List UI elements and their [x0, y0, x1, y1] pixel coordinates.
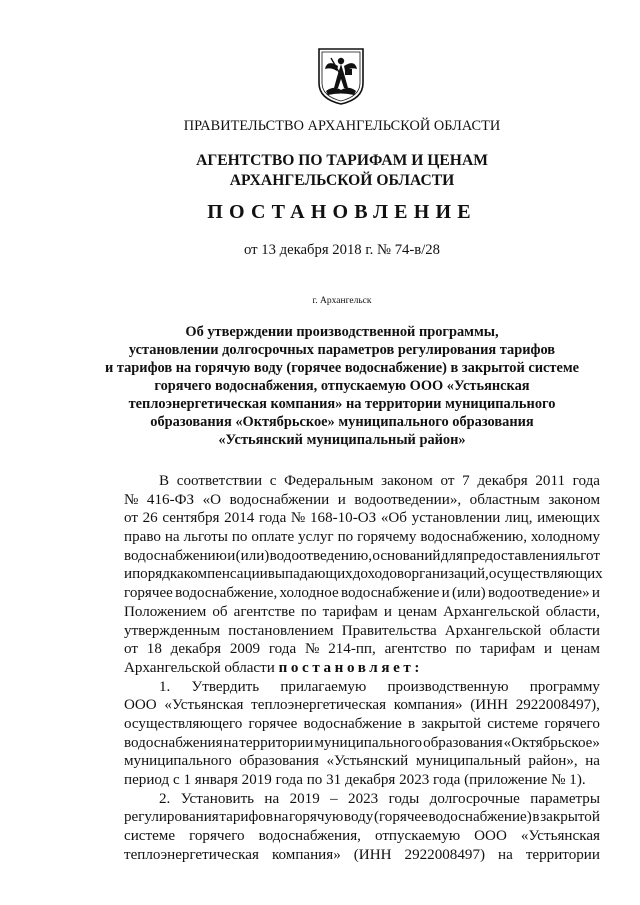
word: в [408, 715, 416, 732]
word: Утвердить [191, 678, 260, 695]
arkhangelsk-coat-of-arms-icon [316, 47, 366, 105]
word: территории [239, 734, 314, 751]
resolves-word: постановляет: [278, 659, 424, 676]
word: оснований [372, 547, 441, 564]
word: закрытой [421, 715, 482, 732]
word: 2922008497) [404, 846, 486, 863]
word: «Устьянская [164, 697, 244, 714]
body-line [124, 678, 600, 697]
document-date-number: от 13 декабря 2018 г. № 74-в/28 [244, 242, 440, 258]
word: (ИНН [353, 846, 392, 863]
word: (горячее [373, 809, 428, 826]
word: по [300, 603, 317, 620]
body-line [124, 846, 600, 865]
word: ООО [124, 697, 157, 714]
word: 2019 [289, 790, 320, 807]
word: года [258, 510, 287, 527]
word: в [532, 809, 540, 826]
word: 18 [146, 641, 162, 658]
title-line: горячего водоснабжения, отпускаемую ООО «Устьянская [154, 378, 530, 394]
word: компенсации [183, 566, 268, 583]
word: и [337, 491, 346, 508]
item-1-last-text: период с 1 января 2019 года по 31 декабря 2023 года (приложение № 1). [124, 772, 586, 788]
word: от [124, 510, 138, 527]
body-line [124, 547, 600, 566]
word: (или) [451, 585, 486, 602]
word: Федеральным [284, 473, 374, 489]
document-type: ПОСТАНОВЛЕНИЕ [207, 201, 477, 223]
word: декабря [170, 641, 222, 658]
body-line [124, 808, 600, 827]
word: на [164, 529, 180, 546]
intro-last-text: Архангельской области [124, 659, 279, 676]
word: район», [528, 753, 578, 770]
word: и [383, 603, 392, 620]
word: года [268, 641, 297, 658]
word: для [440, 547, 463, 564]
word: 2014 [224, 510, 255, 527]
word: ценам [397, 603, 438, 620]
word: Положением [124, 603, 207, 620]
word: 2011 [535, 473, 565, 489]
word: системе [487, 715, 539, 732]
word: горячее [248, 715, 298, 732]
word: тарифов [219, 809, 273, 826]
word: образования [423, 734, 503, 751]
word: порядка [132, 566, 184, 583]
word: отпускаемую [374, 828, 461, 845]
word: предоставления [463, 547, 566, 564]
word: на [264, 790, 280, 807]
word: на [585, 753, 600, 770]
intro-paragraph [124, 472, 603, 659]
word: по [337, 529, 354, 546]
word: на [273, 809, 289, 826]
document-city: г. Архангельск [312, 296, 372, 306]
word: горячему [357, 529, 417, 546]
word: Архангельской [443, 603, 540, 620]
word: 7 [462, 473, 470, 489]
word: области, [545, 603, 600, 620]
word: компания» [393, 697, 463, 714]
word: водоснабжения [124, 734, 223, 751]
word: «Устьянская [520, 828, 600, 845]
intro-last-line [124, 659, 600, 678]
word: и [441, 585, 450, 602]
word: 2023 [348, 790, 379, 807]
word: тарифам [322, 603, 378, 620]
word: на [223, 734, 239, 751]
word: Правительства [341, 622, 437, 639]
word: 416-ФЗ [146, 491, 195, 508]
word: 2009 [229, 641, 261, 658]
body-line [124, 528, 600, 547]
word: водоснабжение [340, 585, 440, 602]
body-line [124, 584, 600, 603]
body-line [124, 509, 600, 528]
word: водоснабжении [229, 491, 330, 508]
item-1-paragraph [124, 678, 600, 771]
body-line [124, 752, 600, 771]
word: и [227, 547, 236, 564]
agency-name-line: АГЕНТСТВО ПО ТАРИФАМ И ЦЕНАМ [196, 152, 488, 169]
word: «Устьянский [326, 753, 409, 770]
word: водоснабжению [124, 547, 227, 564]
word: прилагаемую [280, 678, 367, 695]
government-name: ПРАВИТЕЛЬСТВО АРХАНГЕЛЬСКОЙ ОБЛАСТИ [183, 118, 501, 134]
word: областным [469, 491, 540, 508]
word: муниципальный [415, 753, 521, 770]
word: № [124, 491, 139, 508]
word: области [549, 622, 600, 639]
word: закрытой [540, 809, 600, 826]
word: доходов [352, 566, 404, 583]
body-line [124, 827, 600, 846]
word: ООО [474, 828, 507, 845]
word: муниципального [314, 734, 423, 751]
body-line [124, 734, 600, 753]
body-line [124, 715, 600, 734]
word: Установить [180, 790, 255, 807]
word: системе [124, 828, 176, 845]
body-line [124, 565, 603, 584]
word: горячую [289, 809, 344, 826]
word: «О [202, 491, 222, 508]
word: организаций, [404, 566, 489, 583]
word: годы [388, 790, 420, 807]
title-line: установлении долгосрочных параметров регулирования тарифов [128, 342, 556, 358]
word: водоотведение» [488, 585, 590, 602]
title-line: «Устьянский муниципальный район» [218, 432, 466, 448]
word: водоснабжению, [420, 529, 527, 546]
document-body [124, 472, 603, 864]
word: право [124, 529, 161, 546]
word: по [455, 641, 472, 658]
title-line: теплоэнергетическая компания» на территории муниципального [128, 396, 556, 412]
word: – [330, 790, 338, 807]
word: осуществляющего [124, 715, 243, 732]
body-line [124, 640, 600, 659]
body-line [124, 472, 600, 491]
word: и [124, 566, 133, 583]
word: водоотведении», [354, 491, 462, 508]
word: от [440, 473, 455, 489]
word: регулирования [124, 809, 219, 826]
word: 1. [159, 678, 171, 695]
word: муниципального [124, 753, 232, 770]
word: осуществляющих [488, 566, 603, 583]
word: оплате [251, 529, 295, 546]
word: программу [529, 678, 600, 695]
word: воду [343, 809, 374, 826]
item-1-last-line [124, 771, 600, 790]
word: теплоэнергетическая [251, 697, 387, 714]
word: агентстве [233, 603, 295, 620]
word: ценам [560, 641, 600, 658]
item-2-paragraph [124, 790, 600, 865]
word: соответствии [176, 473, 263, 489]
word: льготы [183, 529, 228, 546]
word: горячее [124, 585, 173, 602]
body-line [124, 622, 600, 641]
word: водоснабжение) [428, 809, 532, 826]
word: параметры [530, 790, 600, 807]
word: постановлением [228, 622, 334, 639]
word: холодному [530, 529, 600, 546]
word: декабря [477, 473, 528, 489]
body-line [124, 491, 600, 510]
word: имеющих [537, 510, 600, 527]
word: № [290, 510, 306, 527]
word: долгосрочные [429, 790, 520, 807]
word: услуг [298, 529, 334, 546]
word: «Октябрьское» [503, 734, 600, 751]
word: от [124, 641, 138, 658]
word: водоснабжение [303, 715, 402, 732]
word: законом [548, 491, 600, 508]
word: горячего [189, 828, 245, 845]
word: сентября [162, 510, 220, 527]
word: на [498, 846, 513, 863]
word: утвержденным [124, 622, 221, 639]
word: 26 [142, 510, 158, 527]
word: с [269, 473, 277, 489]
word: года [572, 473, 600, 489]
word: агентство [384, 641, 447, 658]
word: территории [525, 846, 600, 863]
word: «Об [380, 510, 407, 527]
agency-name-line: АРХАНГЕЛЬСКОЙ ОБЛАСТИ [229, 172, 455, 189]
word: горячего [544, 715, 600, 732]
word: производственную [387, 678, 509, 695]
word: 2. [159, 790, 171, 807]
title-line: Об утверждении производственной программы, [185, 324, 499, 340]
word: водоотведению, [269, 547, 373, 564]
word: льгот [565, 547, 600, 564]
word: и [591, 585, 600, 602]
word: об [212, 603, 228, 620]
word: образования [239, 753, 319, 770]
body-line [124, 790, 600, 809]
word: 214-пп, [328, 641, 376, 658]
title-line: образования «Октябрьское» муниципального образования [150, 414, 534, 430]
body-line [124, 696, 600, 715]
word: холодное [279, 585, 339, 602]
word: Архангельской [444, 622, 542, 639]
word: № [304, 641, 320, 658]
word: (или) [235, 547, 270, 564]
word: и [543, 641, 553, 658]
word: установлении [411, 510, 501, 527]
document-title [0, 323, 640, 449]
word: компания» [271, 846, 341, 863]
word: 2922008497), [515, 697, 600, 714]
body-line [124, 603, 600, 622]
word: (ИНН [470, 697, 508, 714]
word: законом [381, 473, 433, 489]
word: выпадающих [267, 566, 353, 583]
title-line: и тарифов на горячую воду (горячее водоснабжение) в закрытой системе [104, 360, 580, 376]
agency-name [0, 151, 640, 191]
word: тарифам [479, 641, 536, 658]
word: В [159, 473, 170, 489]
word: лиц, [505, 510, 533, 527]
word: 168-10-ОЗ [309, 510, 377, 527]
word: водоснабжения, [258, 828, 361, 845]
word: водоснабжение, [175, 585, 278, 602]
word: теплоэнергетическая [124, 846, 259, 863]
word: по [231, 529, 248, 546]
